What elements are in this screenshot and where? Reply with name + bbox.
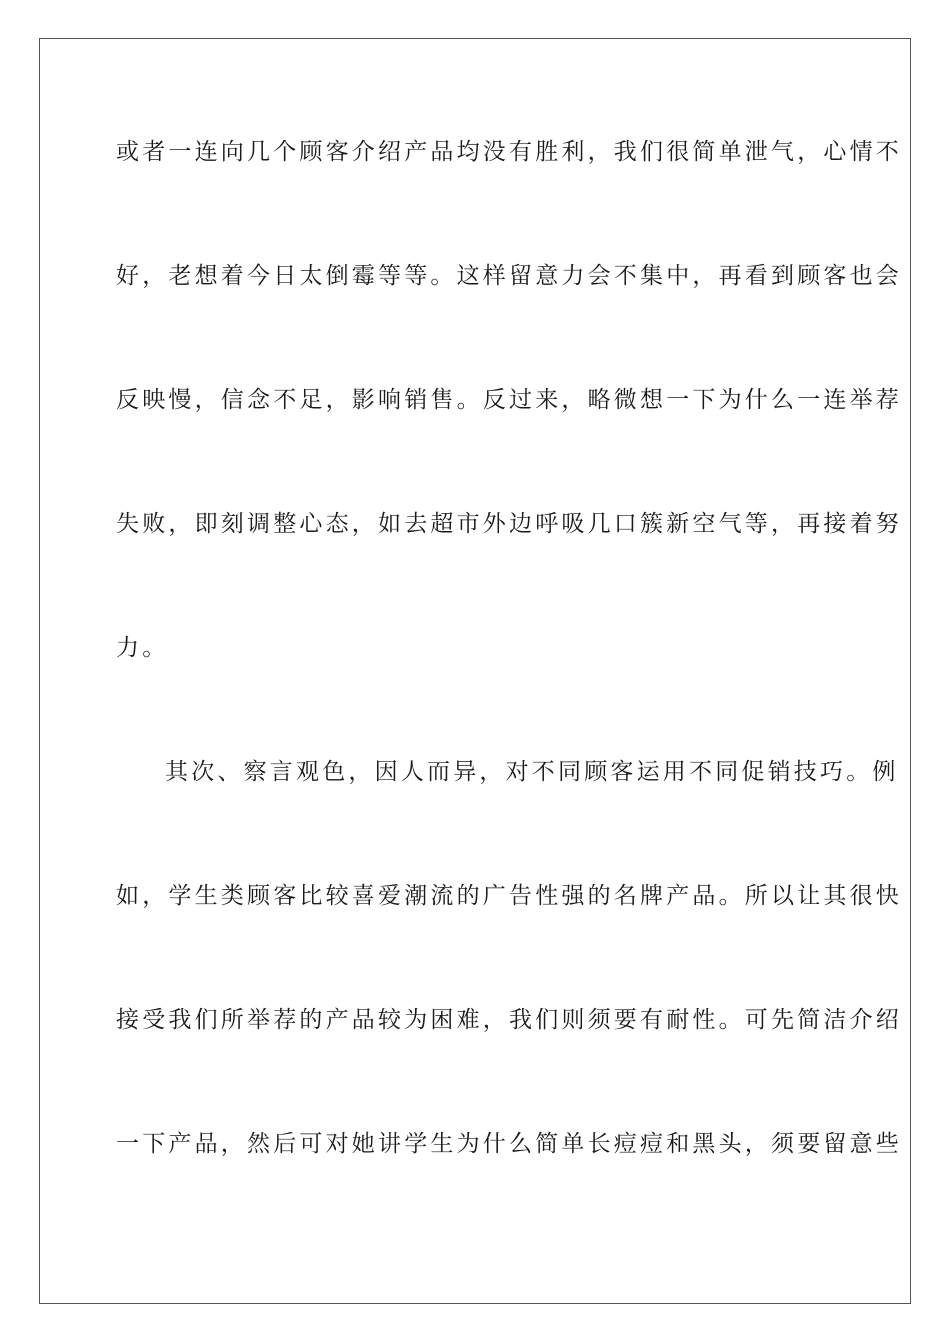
text-line: 失败，即刻调整心态，如去超市外边呼吸几口簇新空气等，再接着努 (116, 511, 902, 537)
text-line: 反映慢，信念不足，影响销售。反过来，略微想一下为什么一连举荐 (116, 387, 902, 413)
text-line: 接受我们所举荐的产品较为困难，我们则须要有耐性。可先简洁介绍 (116, 1007, 902, 1033)
page-border (39, 38, 911, 1304)
text-line-paragraph-end: 力。 (116, 635, 169, 661)
text-line: 如，学生类顾客比较喜爱潮流的广告性强的名牌产品。所以让其很快 (116, 883, 902, 909)
text-line-paragraph-start: 其次、察言观色，因人而异，对不同顾客运用不同促销技巧。例 (165, 759, 899, 785)
text-line: 好，老想着今日太倒霉等等。这样留意力会不集中，再看到顾客也会 (116, 263, 902, 289)
text-line: 或者一连向几个顾客介绍产品均没有胜利，我们很简单泄气，心情不 (116, 139, 902, 165)
text-line: 一下产品，然后可对她讲学生为什么简单长痘痘和黑头，须要留意些 (116, 1131, 902, 1157)
